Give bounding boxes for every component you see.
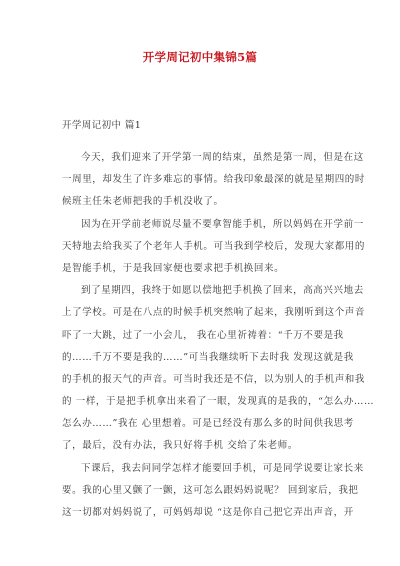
paragraph-line: 这一切都对妈妈说了，可妈妈却说 “这是你自己把它弄出声音，开 — [62, 507, 354, 518]
paragraph-line: 一周里，却发生了许多难忘的事情。给我印象最深的就是星期四的时 — [62, 174, 366, 186]
paragraph-line: 的手机的报天气的声音。可当时我还是不信，以为别人的手机声和我 — [62, 373, 366, 385]
paragraph-line: 天特地去给我买了个老年人手机。可当我到学校后，发现大家都用的 — [62, 240, 366, 252]
paragraph — [62, 214, 366, 281]
document-title: 开学周记初中集锦5篇 — [142, 50, 258, 64]
paragraph-line: 吓了一大跳，过了一小会儿， 我在心里祈祷着：“千万不要是我 — [62, 329, 344, 341]
paragraph — [62, 280, 375, 458]
paragraph-line: 今天，我们迎来了开学第一周的结束，虽然是第一周，但是在这 — [81, 152, 364, 163]
paragraph-line: 到了星期四，我终于如愿以偿地把手机换了回来，高高兴兴地去 — [81, 285, 364, 297]
paragraph-line: 上了学校。可是在八点的时候手机突然响了起来，我刚听到这个声音 — [62, 307, 366, 319]
paragraph — [62, 147, 366, 214]
paragraph — [62, 458, 362, 525]
paragraph-line: 怎么办……”我在 心里想着。可是已经没有那么多的时间供我思考 — [62, 418, 354, 430]
paragraph-line: 的……千万不要是我的……”可当我继续听下去时我 发现这就是我 — [62, 351, 354, 363]
paragraph-line: 了，最后，没有办法，我只好将手机 交给了朱老师。 — [62, 440, 298, 452]
paragraph-line: 是智能手机，于是我回家便也要求把手机换回来。 — [62, 262, 285, 274]
paragraph-line: 的 一样，于是把手机拿出来看了一眼，发现真的是我的，“怎么办…… — [62, 396, 375, 408]
section-heading: 开学周记初中 篇1 — [62, 120, 142, 131]
paragraph-line: 要。我的心里又颤了一颤，这可怎么跟妈妈说呢？ 回到家后，我把 — [62, 484, 359, 496]
paragraph-line: 候班主任朱老师把我的手机没收了。 — [62, 196, 224, 208]
paragraph-line: 因为在开学前老师说尽量不要拿智能手机，所以妈妈在开学前一 — [81, 218, 364, 230]
paragraph-line: 下课后，我去问同学怎样才能要回手机，可是同学说要让家长来 — [81, 462, 364, 474]
body-text — [62, 147, 375, 524]
